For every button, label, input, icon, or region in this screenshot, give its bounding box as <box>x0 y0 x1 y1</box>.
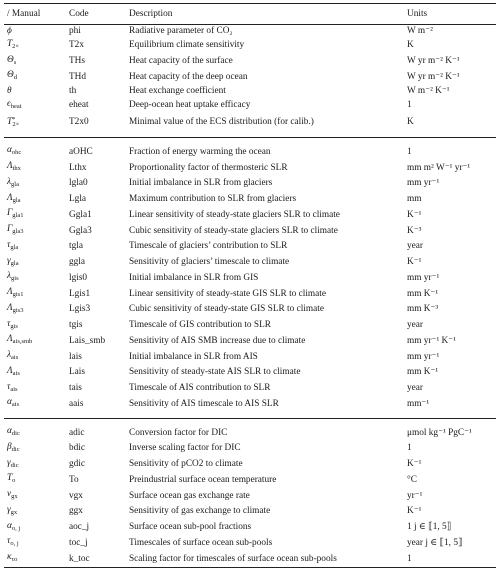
symbol-subscript: ais,smb <box>12 338 33 346</box>
symbol-subscript: gis <box>11 275 19 283</box>
symbol-cell <box>4 302 66 318</box>
table-row <box>4 488 496 504</box>
symbol-subscript: gla <box>10 243 19 251</box>
units-cell: mm K⁻³ <box>407 304 439 315</box>
symbol-subscript: gla1 <box>12 212 24 220</box>
code-cell: THs <box>69 56 86 66</box>
description-cell: Sensitivity of pCO2 to climate <box>129 459 243 469</box>
symbol-cell <box>4 160 66 176</box>
table-row <box>4 441 496 457</box>
symbol-cell <box>4 38 66 54</box>
description-cell: Proportionality factor of thermosteric SLR <box>129 162 288 173</box>
table-body <box>4 25 496 568</box>
table-row <box>4 192 496 208</box>
description-cell: Preindustrial surface ocean temperature <box>129 474 277 485</box>
code-cell: T2x <box>69 40 84 51</box>
table-row <box>4 286 496 302</box>
code-cell: lgla0 <box>69 178 88 189</box>
units-cell: year <box>407 383 423 393</box>
units-cell: 1 <box>407 100 412 111</box>
symbol-subscript: gis3 <box>12 306 24 314</box>
symbol-base: T <box>7 116 13 127</box>
symbol-cell <box>4 98 66 114</box>
table-row <box>4 69 496 85</box>
symbol-subscript: heat <box>10 102 22 110</box>
code-cell: eheat <box>69 100 89 111</box>
symbol-cell <box>4 239 66 255</box>
units-cell: W yr m⁻² K⁻¹ <box>407 56 460 66</box>
symbol-cell <box>4 381 66 397</box>
description-cell: Minimal value of the ECS distribution (for calib.) <box>129 117 314 127</box>
symbol-cell <box>4 114 66 132</box>
code-cell: tgla <box>69 241 83 252</box>
code-cell: gdic <box>69 459 86 469</box>
description-cell: Sensitivity of AIS SMB increase due to climate <box>129 335 306 346</box>
symbol-cell <box>4 270 66 286</box>
description-cell: Equilibrium climate sensitivity <box>129 40 245 51</box>
symbol-base: Θ <box>7 70 14 81</box>
table-row <box>4 270 496 286</box>
description-cell: Fraction of energy warming the ocean <box>129 146 271 157</box>
header-description: Description <box>126 4 404 25</box>
description-cell: Conversion factor for DIC <box>129 427 228 438</box>
symbol-base: Λ <box>7 365 13 376</box>
code-cell: Lgis1 <box>69 288 91 299</box>
code-cell: adic <box>69 427 85 438</box>
symbol-subscript: gis <box>10 322 18 330</box>
code-cell: vgx <box>69 490 83 501</box>
symbol-base: Λ <box>7 287 13 297</box>
symbol-cell <box>4 535 66 551</box>
symbol-cell <box>4 504 66 520</box>
units-cell: °C <box>407 474 417 485</box>
table-row <box>4 160 496 176</box>
units-cell: K⁻¹ <box>407 459 422 469</box>
symbol-base: λ <box>7 271 12 282</box>
symbol-base: T <box>7 473 13 484</box>
description-cell: Inverse scaling factor for DIC <box>129 443 241 454</box>
code-cell: aais <box>69 398 84 409</box>
symbol-subscript: gis1 <box>12 291 24 298</box>
symbol-cell <box>4 425 66 441</box>
table-row <box>4 472 496 488</box>
header-row <box>4 4 496 25</box>
symbol-subscript: o, j <box>10 540 19 548</box>
description-cell: Timescale of glaciers’ contribution to SLR <box>129 241 288 252</box>
symbol-superscript: * <box>12 115 16 123</box>
description-cell: Surface ocean gas exchange rate <box>129 490 250 501</box>
table-row <box>4 38 496 54</box>
symbol-cell <box>4 25 66 38</box>
code-cell: T2x0 <box>69 117 89 127</box>
description-cell: Linear sensitivity of steady-state glaciers SLR to climate <box>129 209 340 220</box>
symbol-base: Γ <box>7 208 13 219</box>
table-row <box>4 98 496 114</box>
units-cell: mm K⁻¹ <box>407 288 439 299</box>
parameter-table <box>4 3 496 568</box>
units-cell: K⁻³ <box>407 225 422 236</box>
table-row <box>4 535 496 551</box>
units-cell: W yr m⁻² K⁻¹ <box>407 71 460 82</box>
symbol-subscript: ohc <box>11 149 22 157</box>
description-cell: Timescales of surface ocean sub-pools <box>129 537 273 548</box>
units-cell: year <box>407 241 423 252</box>
symbol-subscript: o, j <box>11 524 21 532</box>
description-cell: Cubic sensitivity of steady-state glaciers SLR to climate <box>129 225 338 236</box>
table-row <box>4 25 496 38</box>
description-cell: Scaling factor for timescales of surface ocean sub-pools <box>126 551 404 567</box>
table-row <box>4 255 496 271</box>
code-cell: Lgis3 <box>69 304 91 315</box>
description-cell: Sensitivity of steady-state AIS SLR to climate <box>129 367 301 378</box>
symbol-cell <box>4 85 66 98</box>
symbol-subscript: gx <box>11 493 18 500</box>
symbol-base: α <box>7 520 12 531</box>
units-cell: mm yr⁻¹ <box>407 351 440 362</box>
description-cell: Sensitivity of AIS timescale to AIS SLR <box>129 398 279 409</box>
table-row <box>4 207 496 223</box>
code-cell: th <box>69 86 77 96</box>
code-cell: To <box>69 474 79 485</box>
symbol-base: T <box>7 38 13 49</box>
header-code: Code <box>66 4 126 25</box>
table-row <box>4 349 496 365</box>
table-row <box>4 239 496 255</box>
table-row <box>4 114 496 132</box>
table-row <box>4 425 496 441</box>
symbol-base: Θ <box>7 54 14 65</box>
symbol-base: Λ <box>7 161 13 171</box>
symbol-cell <box>4 69 66 85</box>
symbol-subscript: thx <box>12 165 21 172</box>
units-cell: 1 <box>407 443 412 454</box>
code-cell: tais <box>69 383 82 393</box>
symbol-base: ϕ <box>7 26 12 36</box>
symbol-cell <box>4 488 66 504</box>
units-cell: mm yr⁻¹ K⁻¹ <box>407 335 456 346</box>
symbol-subscript: gla3 <box>12 228 24 235</box>
symbol-cell <box>4 223 66 239</box>
symbol-subscript: dic <box>10 461 19 469</box>
units-cell: K⁻¹ <box>407 506 422 517</box>
symbol-base: λ <box>7 350 12 360</box>
symbol-base: κ <box>7 552 12 562</box>
symbol-cell <box>4 365 66 381</box>
units-cell: year <box>407 320 423 330</box>
table-row <box>4 365 496 381</box>
symbol-base: Λ <box>7 192 13 203</box>
symbol-base: γ <box>7 457 11 468</box>
code-cell: lais <box>69 351 82 362</box>
symbol-base: α <box>7 397 12 408</box>
symbol-cell <box>4 192 66 208</box>
symbol-base: γ <box>7 504 11 515</box>
symbol-base: γ <box>7 255 11 266</box>
symbol-subscript: d <box>13 74 17 82</box>
symbol-base: Λ <box>7 302 13 313</box>
symbol-cell <box>4 54 66 70</box>
header-units: Units <box>404 4 496 25</box>
code-cell: Lais_smb <box>69 335 106 346</box>
table-row <box>4 504 496 520</box>
units-cell: K⁻¹ <box>407 209 422 220</box>
symbol-cell <box>4 318 66 334</box>
table-row <box>4 318 496 334</box>
symbol-cell <box>4 333 66 349</box>
symbol-cell <box>4 255 66 271</box>
code-cell: lgis0 <box>69 272 88 283</box>
symbol-subscript: 2× <box>12 120 20 128</box>
symbol-subscript: ais <box>12 369 20 377</box>
symbol-subscript: dic <box>11 430 20 437</box>
symbol-cell <box>4 286 66 302</box>
units-cell: K <box>407 117 414 127</box>
symbol-cell <box>4 349 66 365</box>
table-row <box>4 302 496 318</box>
symbol-base: ϵ <box>7 98 11 109</box>
code-cell: phi <box>69 26 81 36</box>
symbol-subscript: ais <box>11 354 19 361</box>
table-row <box>4 551 496 567</box>
symbol-subscript: gla <box>11 180 19 188</box>
units-cell: 1 j ∈ ⟦1, 5⟧ <box>407 522 452 532</box>
table-row <box>4 520 496 536</box>
description-cell: Initial imbalance in SLR from AIS <box>129 351 258 362</box>
symbol-base: α <box>7 145 12 156</box>
symbol-cell <box>4 207 66 223</box>
table-row <box>4 457 496 473</box>
symbol-base: τ <box>7 239 11 250</box>
units-cell: 1 <box>407 146 412 157</box>
code-cell: Ggla1 <box>69 209 92 220</box>
units-cell: K⁻¹ <box>407 257 422 267</box>
code-cell: Lais <box>69 367 86 378</box>
description-cell: Surface ocean sub-pool fractions <box>129 522 252 532</box>
symbol-cell <box>4 551 66 567</box>
code-cell: ggx <box>69 506 83 517</box>
units-cell: mm yr⁻¹ <box>407 272 440 283</box>
description-cell: Radiative parameter of CO₂ <box>129 26 233 36</box>
units-cell: W m⁻² <box>407 26 433 36</box>
description-cell: Heat capacity of the surface <box>129 56 233 66</box>
code-cell: Lgla <box>69 194 87 204</box>
code-cell: ggla <box>69 257 86 267</box>
code-cell: k_toc <box>66 551 126 567</box>
symbol-base: λ <box>7 176 12 187</box>
code-cell: bdic <box>69 443 86 454</box>
table-row <box>4 381 496 397</box>
description-cell: Linear sensitivity of steady-state GIS SLR to climate <box>129 288 327 299</box>
symbol-base: τ <box>7 381 11 392</box>
code-cell: toc_j <box>69 537 88 548</box>
description-cell: Sensitivity of glaciers’ timescale to climate <box>129 257 290 267</box>
symbol-subscript: gla <box>10 259 19 267</box>
description-cell: Heat exchange coefficient <box>129 86 226 96</box>
symbol-base: α <box>7 426 12 436</box>
symbol-subscript: o <box>12 477 16 485</box>
symbol-subscript: gla <box>12 196 21 204</box>
symbol-base: Λ <box>7 334 13 345</box>
symbol-subscript: gx <box>10 508 18 516</box>
header-manual: / Manual <box>4 4 66 25</box>
units-cell: mm yr⁻¹ <box>407 178 440 189</box>
description-cell: Maximum contribution to SLR from glaciers <box>129 194 297 204</box>
symbol-subscript: 2× <box>12 42 20 50</box>
symbol-cell <box>4 441 66 457</box>
symbol-base: τ <box>7 536 11 547</box>
description-cell: Initial imbalance in SLR from glaciers <box>129 178 273 189</box>
units-cell: year j ∈ ⟦1, 5⟧ <box>407 537 463 548</box>
symbol-base: θ <box>7 86 12 96</box>
description-cell: Initial imbalance in SLR from GIS <box>129 272 259 283</box>
table-row <box>4 54 496 70</box>
symbol-base: ν <box>7 489 12 499</box>
symbol-subscript: ais <box>11 401 20 409</box>
symbol-subscript: ais <box>10 385 18 393</box>
symbol-cell <box>4 457 66 473</box>
table-row <box>4 176 496 192</box>
description-cell: Heat capacity of the deep ocean <box>129 71 248 82</box>
units-cell: μmol kg⁻¹ PgC⁻¹ <box>407 427 472 438</box>
symbol-base: τ <box>7 318 11 329</box>
units-cell: K <box>407 40 414 51</box>
units-cell: mm K⁻¹ <box>407 367 439 378</box>
units-cell: W m⁻² K⁻¹ <box>407 86 450 96</box>
symbol-cell <box>4 144 66 160</box>
symbol-subscript: dic <box>11 445 20 453</box>
units-cell: 1 <box>404 551 496 567</box>
symbol-cell <box>4 396 66 412</box>
symbol-cell <box>4 472 66 488</box>
symbol-base: Γ <box>7 224 13 234</box>
table-row <box>4 223 496 239</box>
table-row <box>4 144 496 160</box>
code-cell: Lthx <box>69 162 87 173</box>
description-cell: Cubic sensitivity of steady-state GIS SLR to climate <box>129 304 324 315</box>
code-cell: Ggla3 <box>69 225 92 236</box>
code-cell: THd <box>69 71 87 82</box>
description-cell: Sensitivity of gas exchange to climate <box>129 506 271 517</box>
symbol-cell <box>4 520 66 536</box>
code-cell: aoc_j <box>69 522 90 532</box>
units-cell: mm⁻¹ <box>407 398 430 409</box>
symbol-cell <box>4 176 66 192</box>
table-row <box>4 85 496 98</box>
code-cell: aOHC <box>69 146 93 157</box>
units-cell: mm m² W⁻¹ yr⁻¹ <box>407 162 471 173</box>
units-cell: yr⁻¹ <box>407 490 423 501</box>
units-cell: mm <box>407 194 422 204</box>
description-cell: Timescale of GIS contribution to SLR <box>129 320 271 330</box>
table-row <box>4 396 496 412</box>
description-cell: Timescale of AIS contribution to SLR <box>129 383 271 393</box>
table-row <box>4 333 496 349</box>
symbol-base: β <box>7 441 12 452</box>
code-cell: tgis <box>69 320 83 330</box>
symbol-subscript: s <box>13 58 17 66</box>
symbol-subscript: τo <box>11 556 18 563</box>
description-cell: Deep-ocean heat uptake efficacy <box>129 100 251 111</box>
